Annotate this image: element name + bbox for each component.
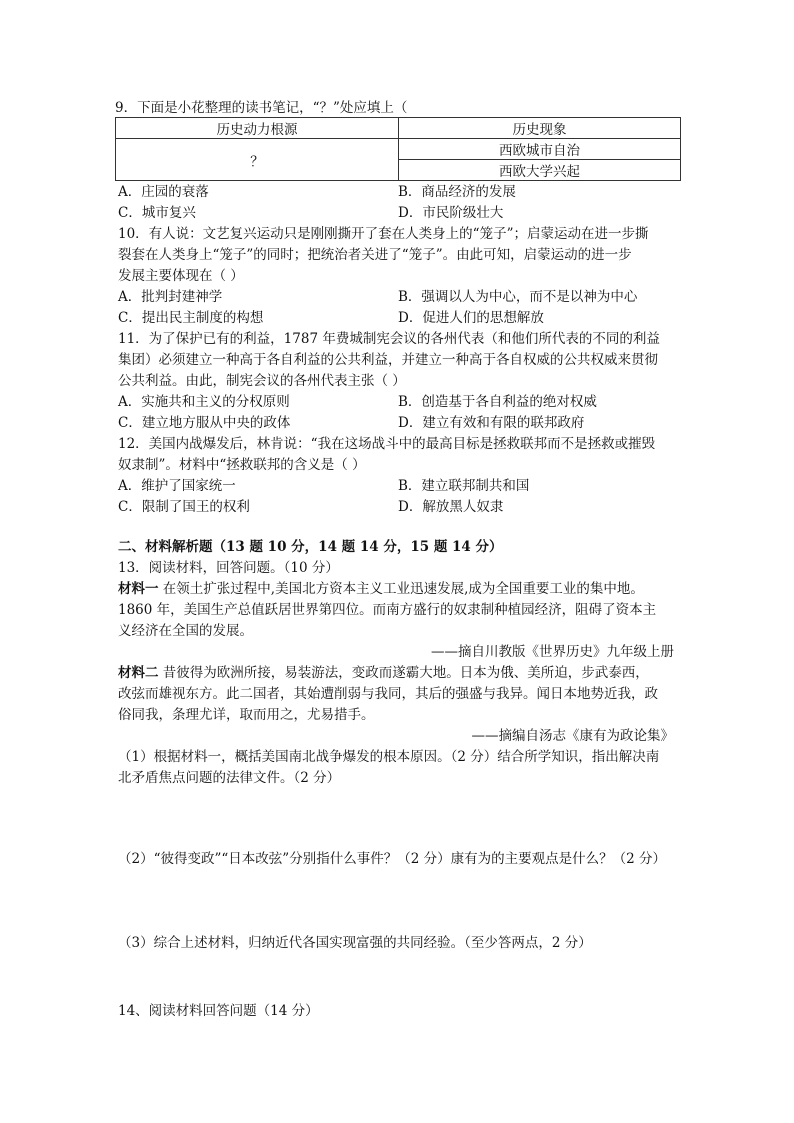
q9-table-cell-left: ？	[116, 139, 399, 181]
q11-option-b: B．创造基于各自利益的绝对权威	[398, 394, 597, 410]
q9-table-header-left: 历史动力根源	[116, 118, 399, 139]
q11-option-a: A．实施共和主义的分权原则	[118, 394, 290, 410]
q13-material-1-source: ——摘自川教版《世界历史》九年级上册	[431, 644, 674, 660]
q10-option-b: B．强调以人为中心，而不是以神为中心	[398, 289, 638, 305]
q10-option-c: C．提出民主制度的构想	[118, 310, 264, 326]
q13-sub-1-line-1: （1）根据材料一，概括美国南北战争爆发的根本原因。（2 分）结合所学知识，指出解决南	[118, 749, 660, 765]
q9-stem: 9．下面是小花整理的读书笔记，“？”处应填上（	[115, 100, 408, 116]
q13-material-1-label: 材料一	[118, 581, 159, 597]
q10-option-a: A．批判封建神学	[118, 289, 223, 305]
q10-line-3: 发展主要体现在（ ）	[118, 268, 244, 284]
q9-option-c: C．城市复兴	[118, 205, 196, 221]
q13-material-2-source: ——摘编自汤志《康有为政论集》	[471, 728, 674, 744]
q9-table-row-1: 西欧城市自治	[399, 139, 681, 160]
q13-sub-3: （3）综合上述材料，归纳近代各国实现富强的共同经验。（至少答两点，2 分）	[118, 935, 592, 951]
q12-option-d: D．解放黑人奴隶	[398, 499, 504, 515]
q10-option-d: D．促进人们的思想解放	[398, 310, 544, 326]
q9-option-d: D．市民阶级壮大	[398, 205, 504, 221]
q12-line-1: 12．美国内战爆发后，林肯说：“我在这场战斗中的最高目标是拯救联邦而不是拯救或摧毁	[118, 436, 656, 452]
q13-material-1-text: 在领土扩张过程中,美国北方资本主义工业迅速发展,成为全国重要工业的集中地。	[158, 581, 644, 597]
q12-option-c: C．限制了国王的权利	[118, 499, 250, 515]
section-2-heading: 二、材料解析题（13 题 10 分，14 题 14 分，15 题 14 分）	[118, 539, 503, 555]
q13-material-2-line-2: 改弦而雄视东方。此二国者，其始遭削弱与我同，其后的强盛与我异。闻日本地势近我，政	[118, 686, 658, 702]
q9-table	[115, 117, 681, 181]
q13-material-1-line-3: 义经济在全国的发展。	[118, 623, 253, 639]
q13-material-2-line-3: 俗同我，条理尤详，取而用之，尤易措手。	[118, 707, 375, 723]
q9-table-row-2: 西欧大学兴起	[399, 160, 681, 181]
q11-option-d: D．建立有效和有限的联邦政府	[398, 415, 585, 431]
q13-material-2-text: 昔彼得为欧洲所接，易装游法，变政而遂霸大地。日本为俄、美所迫，步武泰西，	[158, 665, 649, 681]
q11-line-3: 公共利益。由此，制宪会议的各州代表主张（ ）	[118, 373, 406, 389]
q11-line-2: 集团）必须建立一种高于各自利益的公共利益，并建立一种高于各自权威的公共权威来贯彻	[118, 352, 658, 368]
q10-line-2: 裂套在人类身上“笼子”的同时；把统治者关进了“笼子”。由此可知，启蒙运动的进一步	[118, 247, 632, 263]
q12-option-a: A．维护了国家统一	[118, 478, 236, 494]
q13-material-1-line-2: 1860 年，美国生产总值跃居世界第四位。而南方盛行的奴隶制种植园经济，阻碍了资本主	[118, 602, 657, 618]
q13-sub-1-line-2: 北矛盾焦点问题的法律文件。（2 分）	[118, 770, 341, 786]
q11-line-1: 11．为了保护已有的利益，1787 年费城制宪会议的各州代表（和他们所代表的不同的利益	[118, 331, 660, 347]
q11-option-c: C．建立地方服从中央的政体	[118, 415, 291, 431]
q9-option-b: B．商品经济的发展	[398, 184, 516, 200]
q13-intro: 13．阅读材料，回答问题。（10 分）	[118, 560, 339, 576]
q13-material-1-line-1	[118, 580, 644, 598]
q10-line-1: 10．有人说：文艺复兴运动只是刚刚撕开了套在人类身上的“笼子”；启蒙运动在进一步撕	[118, 226, 649, 242]
q12-option-b: B．建立联邦制共和国	[398, 478, 530, 494]
q14-intro: 14、阅读材料回答问题（14 分）	[118, 1003, 319, 1019]
q9-table-header-right: 历史现象	[399, 118, 681, 139]
q12-line-2: 奴隶制”。材料中“拯救联邦的含义是（ ）	[118, 457, 366, 473]
q9-option-a: A．庄园的衰落	[118, 184, 209, 200]
q13-material-2-label: 材料二	[118, 665, 159, 681]
q13-material-2-line-1	[118, 664, 649, 682]
q13-sub-2: （2）“彼得变政”“日本改弦”分别指什么事件？（2 分）康有为的主要观点是什么？（2 分）	[118, 851, 666, 867]
